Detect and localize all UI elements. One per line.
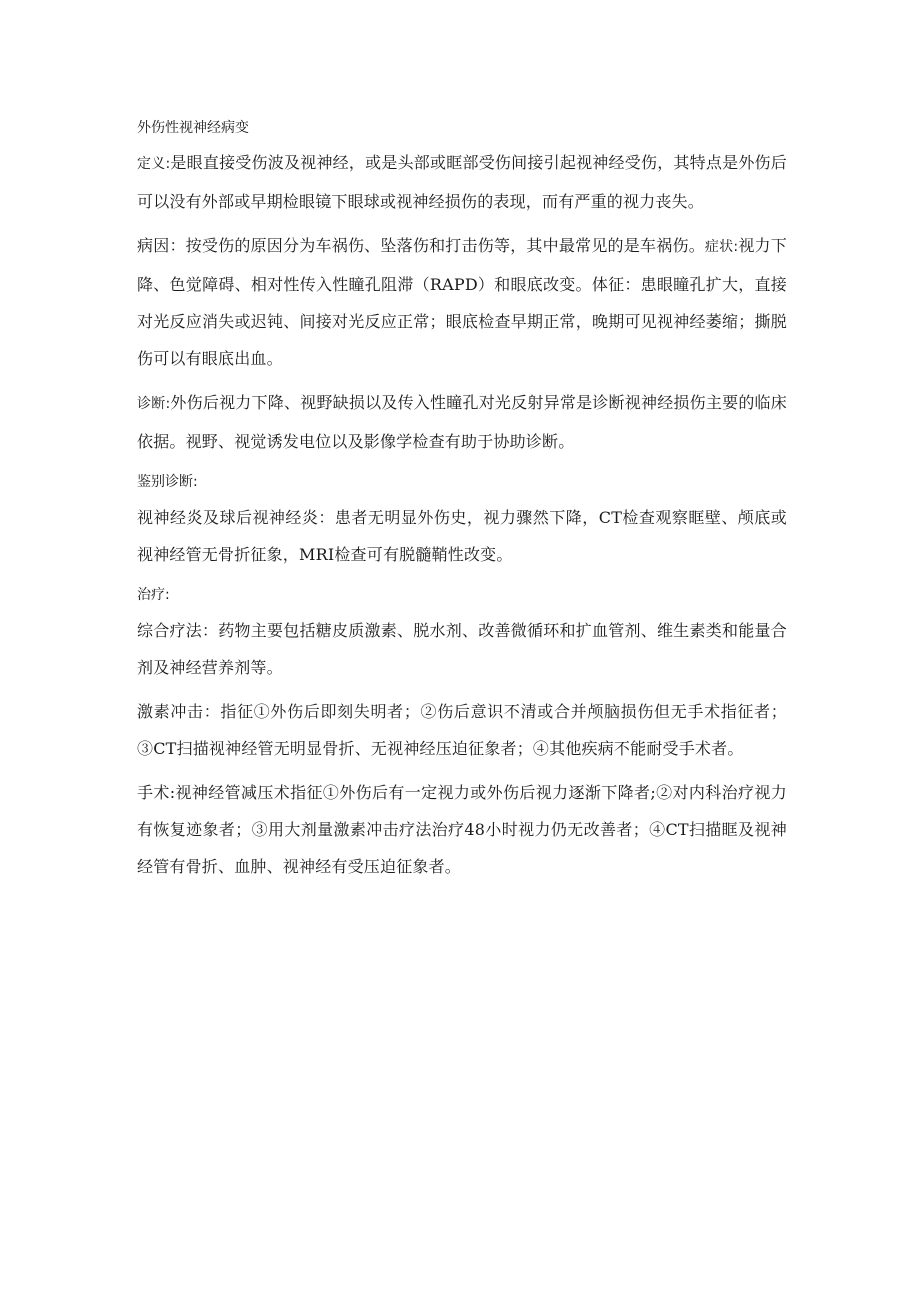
treatment-hormone-paragraph: 激素冲击：指征①外伤后即刻失明者；②伤后意识不清或合并颅脑损伤但无手术指征者；③CT扫描视神经管无明显骨折、无视神经压迫征象者；④其他疾病不能耐受手术者。 xyxy=(137,702,787,758)
treatment-surgery-paragraph: 手术:视神经管减压术指征①外伤后有一定视力或外伤后视力逐渐下降者;②对内科治疗视力有恢复迹象者；③用大剂量激素冲击疗法治疗48小时视力仍无改善者；④CT扫描眶及视神经管有骨折、血肿、视神经有受压迫征象者。 xyxy=(137,783,787,876)
differential-heading: 鉴别诊断: xyxy=(137,474,198,490)
etiology-text: 病因：按受伤的原因分为车祸伤、坠落伤和打击伤等，其中最常见的是车祸伤。 xyxy=(137,236,705,255)
symptom-text: 视力下降、色觉障碍、相对性传入性瞳孔阻滞（RAPD）和眼底改变。体征：患眼瞳孔扩大，直接对光反应消失或迟钝、间接对光反应正常；眼底检查早期正常，晚期可见视神经萎缩；撕脱伤可以有眼底出血。 xyxy=(137,236,787,368)
definition-text: 是眼直接受伤波及视神经，或是头部或眶部受伤间接引起视神经受伤，其特点是外伤后可以没有外部或早期检眼镜下眼球或视神经损伤的表现，而有严重的视力丧失。 xyxy=(137,153,787,211)
definition-label: 定义: xyxy=(137,156,171,172)
diagnosis-text: 外伤后视力下降、视野缺损以及传入性瞳孔对光反射异常是诊断视神经损伤主要的临床依据。视野、视觉诱发电位以及影像学检查有助于协助诊断。 xyxy=(137,393,787,451)
document-page xyxy=(137,118,787,892)
treatment-comprehensive-paragraph: 综合疗法：药物主要包括糖皮质激素、脱水剂、改善微循环和扩血管剂、维生素类和能量合剂及神经营养剂等。 xyxy=(137,621,787,677)
diagnosis-paragraph xyxy=(137,384,787,460)
definition-paragraph xyxy=(137,144,787,220)
treatment-heading: 治疗: xyxy=(137,587,170,603)
symptom-label: 症状: xyxy=(704,239,739,255)
diagnosis-label: 诊断: xyxy=(137,396,171,412)
etiology-paragraph xyxy=(137,227,787,377)
differential-paragraph: 视神经炎及球后视神经炎：患者无明显外伤史，视力骤然下降，CT检查观察眶壁、颅底或视神经管无骨折征象，MRI检查可有脱髓鞘性改变。 xyxy=(137,508,787,564)
document-title: 外伤性视神经病变 xyxy=(137,120,249,136)
